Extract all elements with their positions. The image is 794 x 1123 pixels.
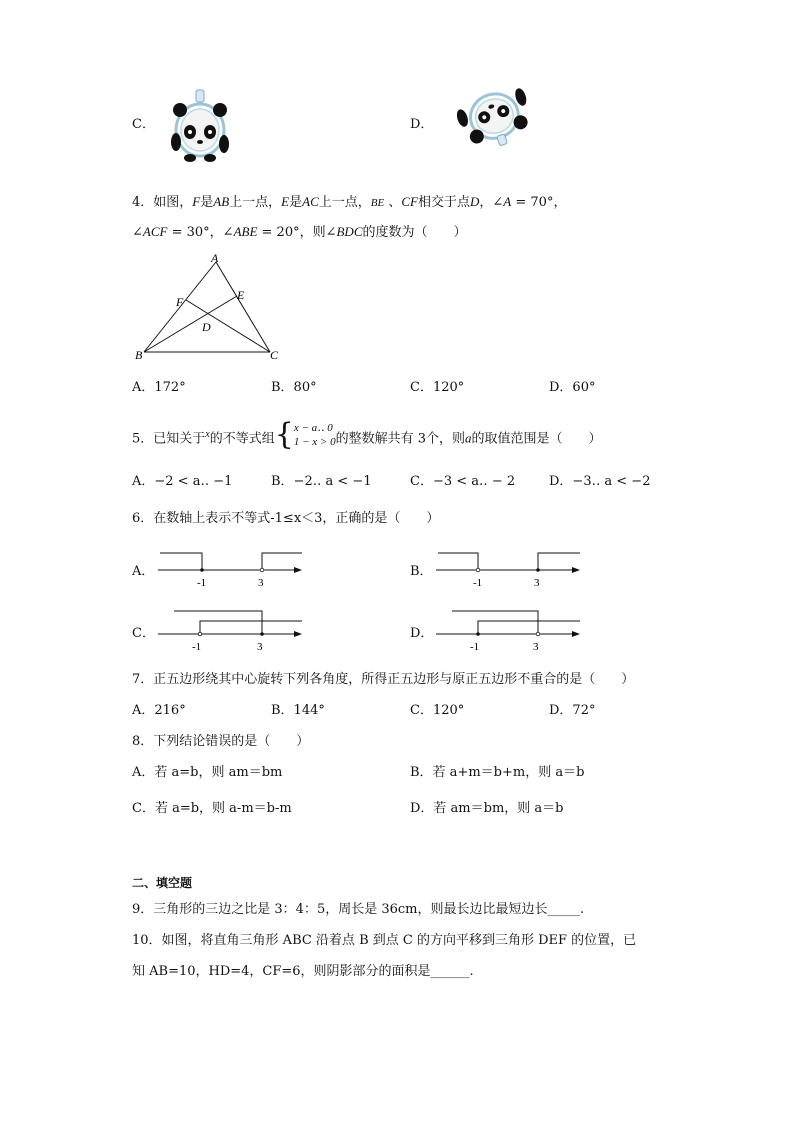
q7-option-b: B．144° [271, 703, 325, 718]
q8-option-c: C．若 a=b，则 a-m＝b-m [132, 801, 292, 816]
segment-be [144, 296, 237, 352]
q5-option-b: B．−2‥ a < −1 [271, 474, 372, 489]
q6-stem: 6．在数轴上表示不等式-1≤x＜3，正确的是（ ） [132, 511, 440, 526]
tick-label-left: -1 [197, 577, 207, 589]
q7-option-d: D．72° [549, 703, 596, 718]
q5-option-a: A．−2 < a‥ −1 [132, 474, 233, 489]
label-e: E [237, 288, 245, 302]
q7-stem: 7．正五边形绕其中心旋转下列各角度，所得正五边形与原正五边形不重合的是（ ） [132, 672, 635, 687]
q5-option-d: D．−3‥ a < −2 [549, 474, 651, 489]
q5-option-c: C．−3 < a‥ − 2 [410, 474, 516, 489]
q5-system: {x − a‥ 0 1 − x > 0 [274, 416, 336, 452]
q7-option-c: C．120° [410, 703, 465, 718]
side-ac [216, 262, 270, 352]
q7-option-a: A．216° [132, 703, 186, 718]
q6-number-line-a [156, 548, 306, 590]
label-b: B [135, 348, 143, 362]
option-c-label: C． [132, 117, 155, 132]
q5-stem: 5．已知关于$^x$的不等式组{x − a‥ 0 1 − x > 0的整数解共有 3个，则a的取值范围是（ ） [132, 416, 602, 452]
q6-option-a-label: A． [132, 564, 155, 579]
q10-stem-line2: 知 AB=10，HD=4，CF=6，则阴影部分的面积是______. [132, 964, 474, 979]
section-title-fill-in: 二、填空题 [132, 876, 193, 890]
q4-stem-line1: 4．如图，F是AB上一点，E是AC上一点，BE 、CF相交于点D，∠A = 70°， [132, 194, 567, 210]
q6-number-line-b [434, 548, 584, 590]
q4-option-c: C．120° [410, 380, 465, 395]
label-c: C [270, 348, 279, 362]
panda-image-d [452, 86, 538, 150]
tick-label-left: -1 [470, 641, 480, 653]
q9-stem: 9．三角形的三边之比是 3：4：5，周长是 36cm，则最长边比最短边长_____. [132, 902, 585, 917]
tick-label-right: 3 [258, 577, 264, 589]
q4-option-a: A．172° [132, 380, 186, 395]
tick-label-right: 3 [534, 577, 540, 589]
label-f: F [176, 295, 184, 309]
q8-stem: 8．下列结论错误的是（ ） [132, 734, 310, 749]
tick-label-left: -1 [192, 641, 202, 653]
q6-option-b-label: B． [410, 564, 433, 579]
tick-label-right: 3 [257, 641, 263, 653]
q4-triangle-figure [132, 252, 292, 364]
q6-option-d-label: D． [410, 626, 434, 641]
q8-option-d: D．若 am＝bm，则 a＝b [410, 801, 564, 816]
tick-label-right: 3 [533, 641, 539, 653]
label-d: D [202, 320, 211, 334]
label-a: A [211, 252, 219, 265]
q4-option-d: D．60° [549, 380, 596, 395]
q4-stem-line2: ∠ACF = 30°，∠ABE = 20°，则∠BDC的度数为（ ） [132, 224, 467, 240]
q8-option-a: A．若 a=b，则 am＝bm [132, 765, 283, 780]
q8-option-b: B．若 a+m＝b+m，则 a＝b [410, 765, 585, 780]
tick-label-left: -1 [473, 577, 483, 589]
option-d-label: D． [410, 117, 434, 132]
q10-stem-line1: 10．如图，将直角三角形 ABC 沿着点 B 到点 C 的方向平移到三角形 DEF 的位置，已 [132, 933, 637, 948]
q4-option-b: B．80° [271, 380, 317, 395]
panda-image-c [168, 84, 232, 162]
segment-cf [186, 300, 270, 352]
q6-number-line-d [434, 606, 584, 654]
q6-number-line-c [156, 606, 306, 654]
q6-option-c-label: C． [132, 626, 155, 641]
